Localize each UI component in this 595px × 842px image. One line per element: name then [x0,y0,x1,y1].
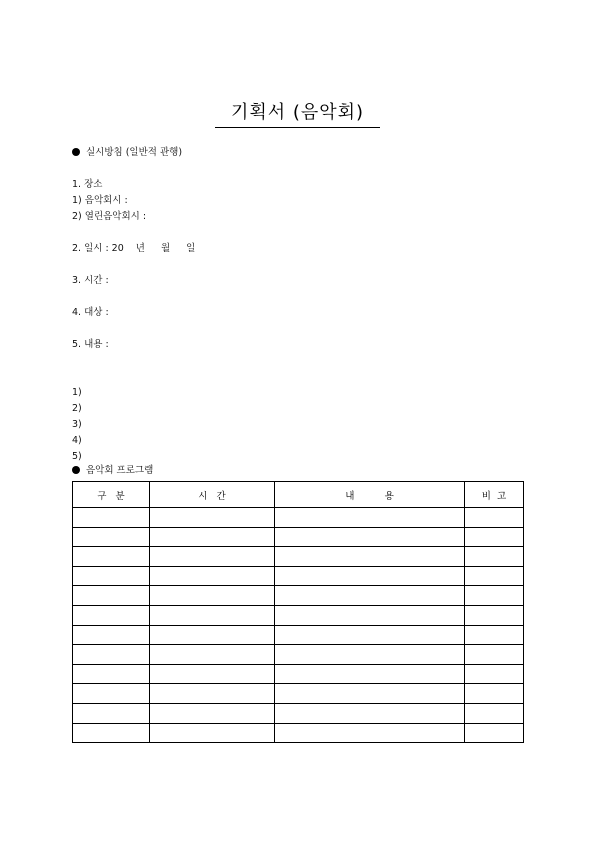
header-content: 내 용 [275,482,465,508]
date-month-unit: 월 [160,243,171,254]
cell-time [150,605,275,625]
table-row [73,508,524,528]
date-line [72,243,195,255]
time-line: 3. 시간 : [72,275,109,286]
cell-remarks [465,605,524,625]
cell-category [73,684,150,704]
place-heading: 1. 장소 [72,179,103,190]
table-row [73,566,524,586]
program-table-body [73,508,524,743]
cell-remarks [465,645,524,665]
table-row [73,723,524,743]
date-day-unit: 일 [186,243,196,254]
cell-content [275,625,465,645]
cell-content [275,547,465,567]
bullet-icon [72,466,80,474]
cell-category [73,547,150,567]
cell-content [275,527,465,547]
cell-remarks [465,684,524,704]
cell-time [150,566,275,586]
table-row [73,625,524,645]
cell-remarks [465,703,524,723]
program-heading [72,465,153,477]
cell-remarks [465,723,524,743]
page-title: 기획서 (음악회) [230,102,365,123]
cell-remarks [465,566,524,586]
cell-category [73,703,150,723]
cell-time [150,508,275,528]
table-row [73,547,524,567]
cell-content [275,723,465,743]
header-remarks: 비 고 [465,482,524,508]
cell-category [73,527,150,547]
date-year-unit: 년 [135,243,145,254]
cell-category [73,508,150,528]
cell-content [275,586,465,606]
cell-content [275,703,465,723]
cell-content [275,566,465,586]
cell-category [73,605,150,625]
table-row [73,703,524,723]
cell-category [73,625,150,645]
content-line: 5. 내용 : [72,339,109,350]
table-row [73,605,524,625]
header-time: 시 간 [150,482,275,508]
list-item: 1) [72,387,82,398]
cell-content [275,664,465,684]
policy-heading [72,147,182,159]
program-table [72,481,524,743]
list-item: 2) [72,403,82,414]
cell-content [275,645,465,665]
cell-time [150,684,275,704]
title-underline [215,127,380,128]
cell-time [150,625,275,645]
cell-category [73,566,150,586]
cell-time [150,527,275,547]
cell-time [150,703,275,723]
cell-content [275,605,465,625]
program-label: 음악회 프로그램 [86,465,154,476]
cell-remarks [465,547,524,567]
table-row [73,527,524,547]
table-row [73,684,524,704]
place-open-concert: 2) 열린음악회시 : [72,211,147,222]
cell-remarks [465,586,524,606]
cell-time [150,664,275,684]
cell-time [150,547,275,567]
cell-remarks [465,508,524,528]
policy-label: 실시방침 (일반적 관행) [86,147,183,158]
cell-category [73,586,150,606]
cell-remarks [465,527,524,547]
target-line: 4. 대상 : [72,307,109,318]
list-item: 4) [72,435,82,446]
list-item: 5) [72,451,82,462]
list-item: 3) [72,419,82,430]
cell-time [150,723,275,743]
cell-content [275,508,465,528]
table-header-row [73,482,524,508]
cell-content [275,684,465,704]
date-prefix: 2. 일시 : 20 [72,243,124,254]
header-category: 구 분 [73,482,150,508]
table-row [73,664,524,684]
cell-category [73,664,150,684]
place-concert: 1) 음악회시 : [72,195,128,206]
cell-remarks [465,625,524,645]
cell-remarks [465,664,524,684]
bullet-icon [72,148,80,156]
table-row [73,645,524,665]
cell-time [150,645,275,665]
cell-category [73,723,150,743]
cell-time [150,586,275,606]
table-row [73,586,524,606]
cell-category [73,645,150,665]
